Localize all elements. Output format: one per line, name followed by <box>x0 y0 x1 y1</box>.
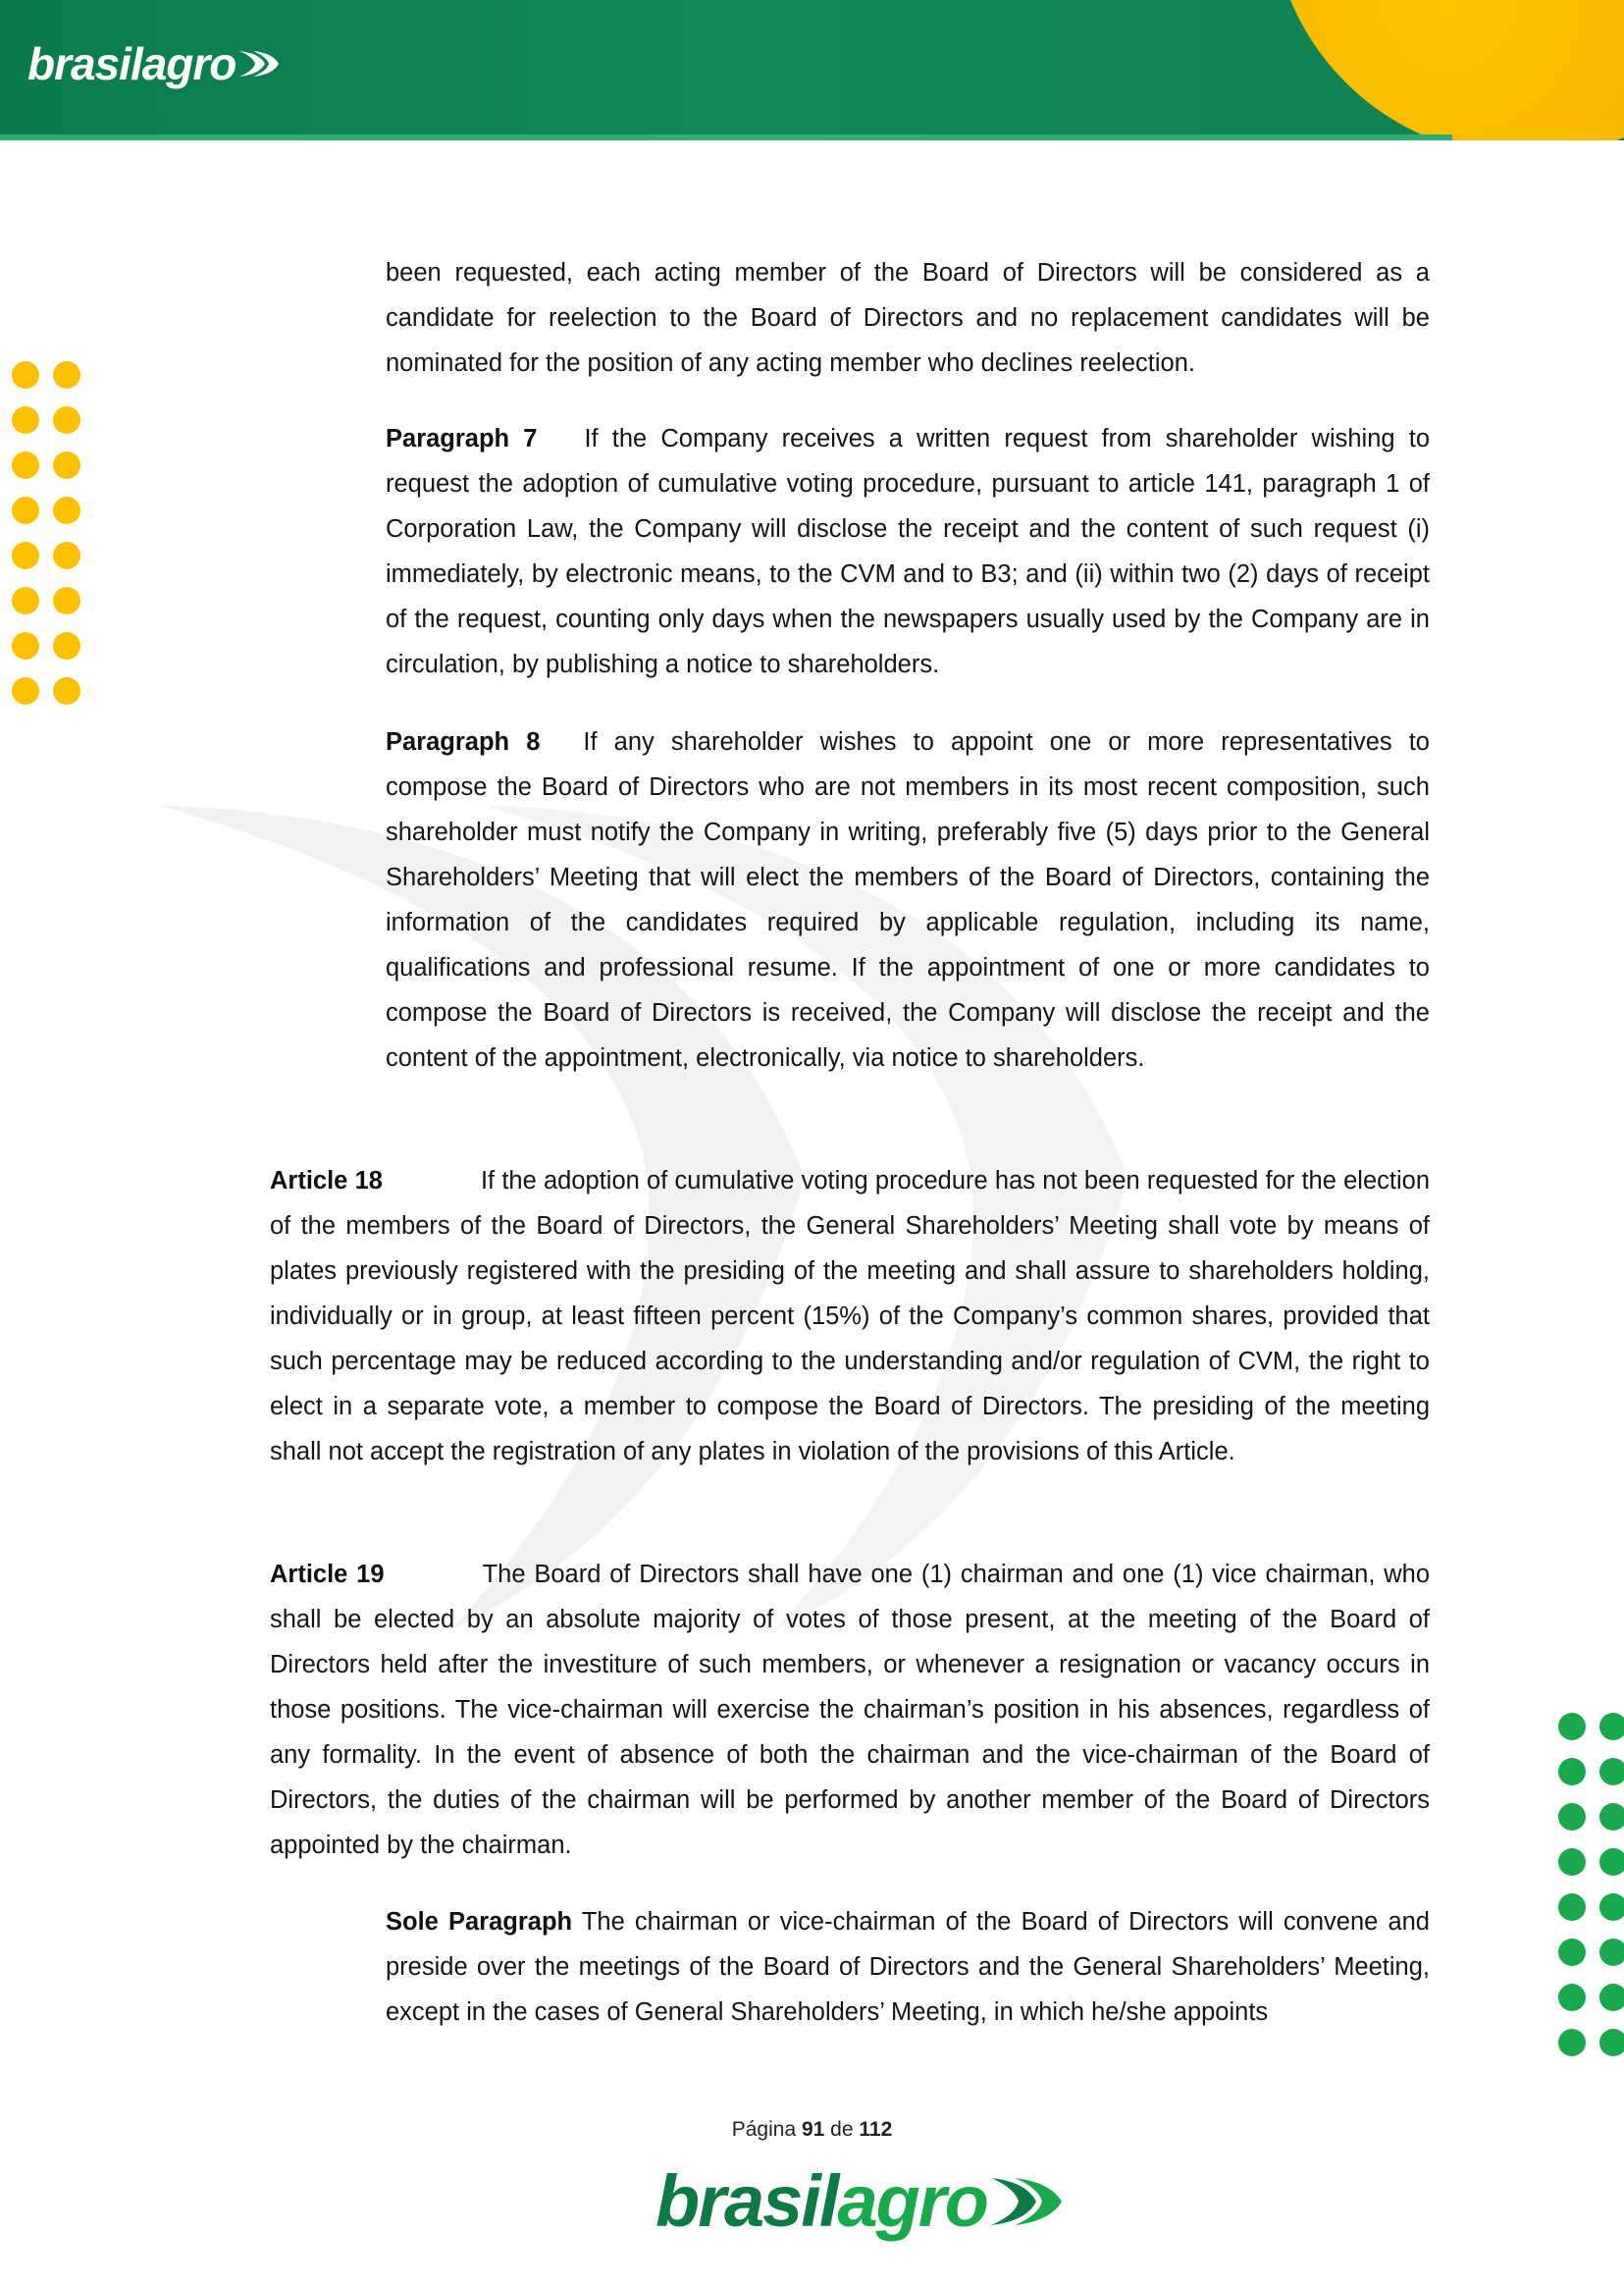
paragraph-7-text: If the Company receives a written request from shareholder wishing to request the adoption of cumulative voting procedure, pursuant to article 141, paragraph 1 of Corporation Law, the Company will disclose the receipt and the content of such request (i) immediately, by electronic means, to the CVM and to B3; and (ii) within two (2) days of receipt of the request, counting only days when the newspapers usually used by the Company are in circulation, by publishing a notice to shareholders. <box>386 425 1430 678</box>
page-number: Página 91 de 112 <box>731 2118 893 2141</box>
paragraph-8-text: If any shareholder wishes to appoint one or more representatives to compose the Board of Directors who are not members in its most recent composition, such shareholder must notify the Company in writing, preferably five (5) days prior to the General Shareholders’ Meeting that will elect the members of the Board of Directors, containing the information of the candidates required by applicable regulation, including its name, qualifications and professional resume. If the appointment of one or more candidates to compose the Board of Directors is received, the Company will disclose the receipt and the content of the appointment, electronically, via notice to shareholders. <box>386 728 1430 1072</box>
header-band <box>0 0 1624 140</box>
decorative-green-dots <box>1558 1713 1624 2074</box>
article-18-text: If the adoption of cumulative voting procedure has not been requested for the election of the members of the Board of Directors, the General Shareholders’ Meeting shall vote by means of plates previously registered with the presiding of the meeting and shall assure to shareholders holding, individually or in group, at least fifteen percent (15%) of the Company’s common shares, provided that such percentage may be reduced according to the understanding and/or regulation of CVM, the right to elect in a separate vote, a member to compose the Board of Directors. The presiding of the meeting shall not accept the registration of any plates in violation of the provisions of this Article. <box>270 1167 1431 1465</box>
article-19-label: Article 19 <box>270 1561 385 1588</box>
decorative-yellow-dots <box>12 361 80 722</box>
logo-chevron-icon <box>987 2174 1066 2229</box>
header-underline <box>0 134 1452 140</box>
sole-paragraph-label: Sole Paragraph <box>386 1908 573 1936</box>
header-logo: brasilagro <box>27 37 281 90</box>
article-19 <box>270 1552 1430 1868</box>
sole-paragraph-text: The chairman or vice-chairman of the Board of Directors will convene and preside over the meetings of the Board of Directors and the General Shareholders’ Meeting, except in the cases of General Shareholders’ Meeting, in which he/she appoints <box>386 1908 1430 2026</box>
decorative-sun-shape <box>1271 0 1624 140</box>
logo-chevron-icon <box>237 49 281 79</box>
paragraph-7-label: Paragraph 7 <box>386 425 538 452</box>
footer-logo: brasil agro <box>655 2159 1066 2243</box>
article-19-text: The Board of Directors shall have one (1) chairman and one (1) vice chairman, who shall be elected by an absolute majority of votes of those present, at the meeting of the Board of Directors held after the investiture of such members, or whenever a resignation or vacancy occurs in those positions. The vice-chairman will exercise the chairman’s position in his absences, regardless of any formality. In the event of absence of both the chairman and the vice-chairman of the Board of Directors, the duties of the chairman will be performed by another member of the Board of Directors appointed by the chairman. <box>270 1561 1431 1859</box>
paragraph-8-label: Paragraph 8 <box>386 728 541 756</box>
paragraph-8 <box>386 719 1430 1081</box>
paragraph-7 <box>386 416 1430 687</box>
sole-paragraph <box>386 1899 1430 2035</box>
paragraph-intro: been requested, each acting member of the Board of Directors will be considered as a candidate for reelection to the Board of Directors and no replacement candidates will be nominated for the position of any acting member who declines reelection. <box>386 259 1430 377</box>
article-18-label: Article 18 <box>270 1167 383 1195</box>
article-18 <box>270 1158 1430 1474</box>
